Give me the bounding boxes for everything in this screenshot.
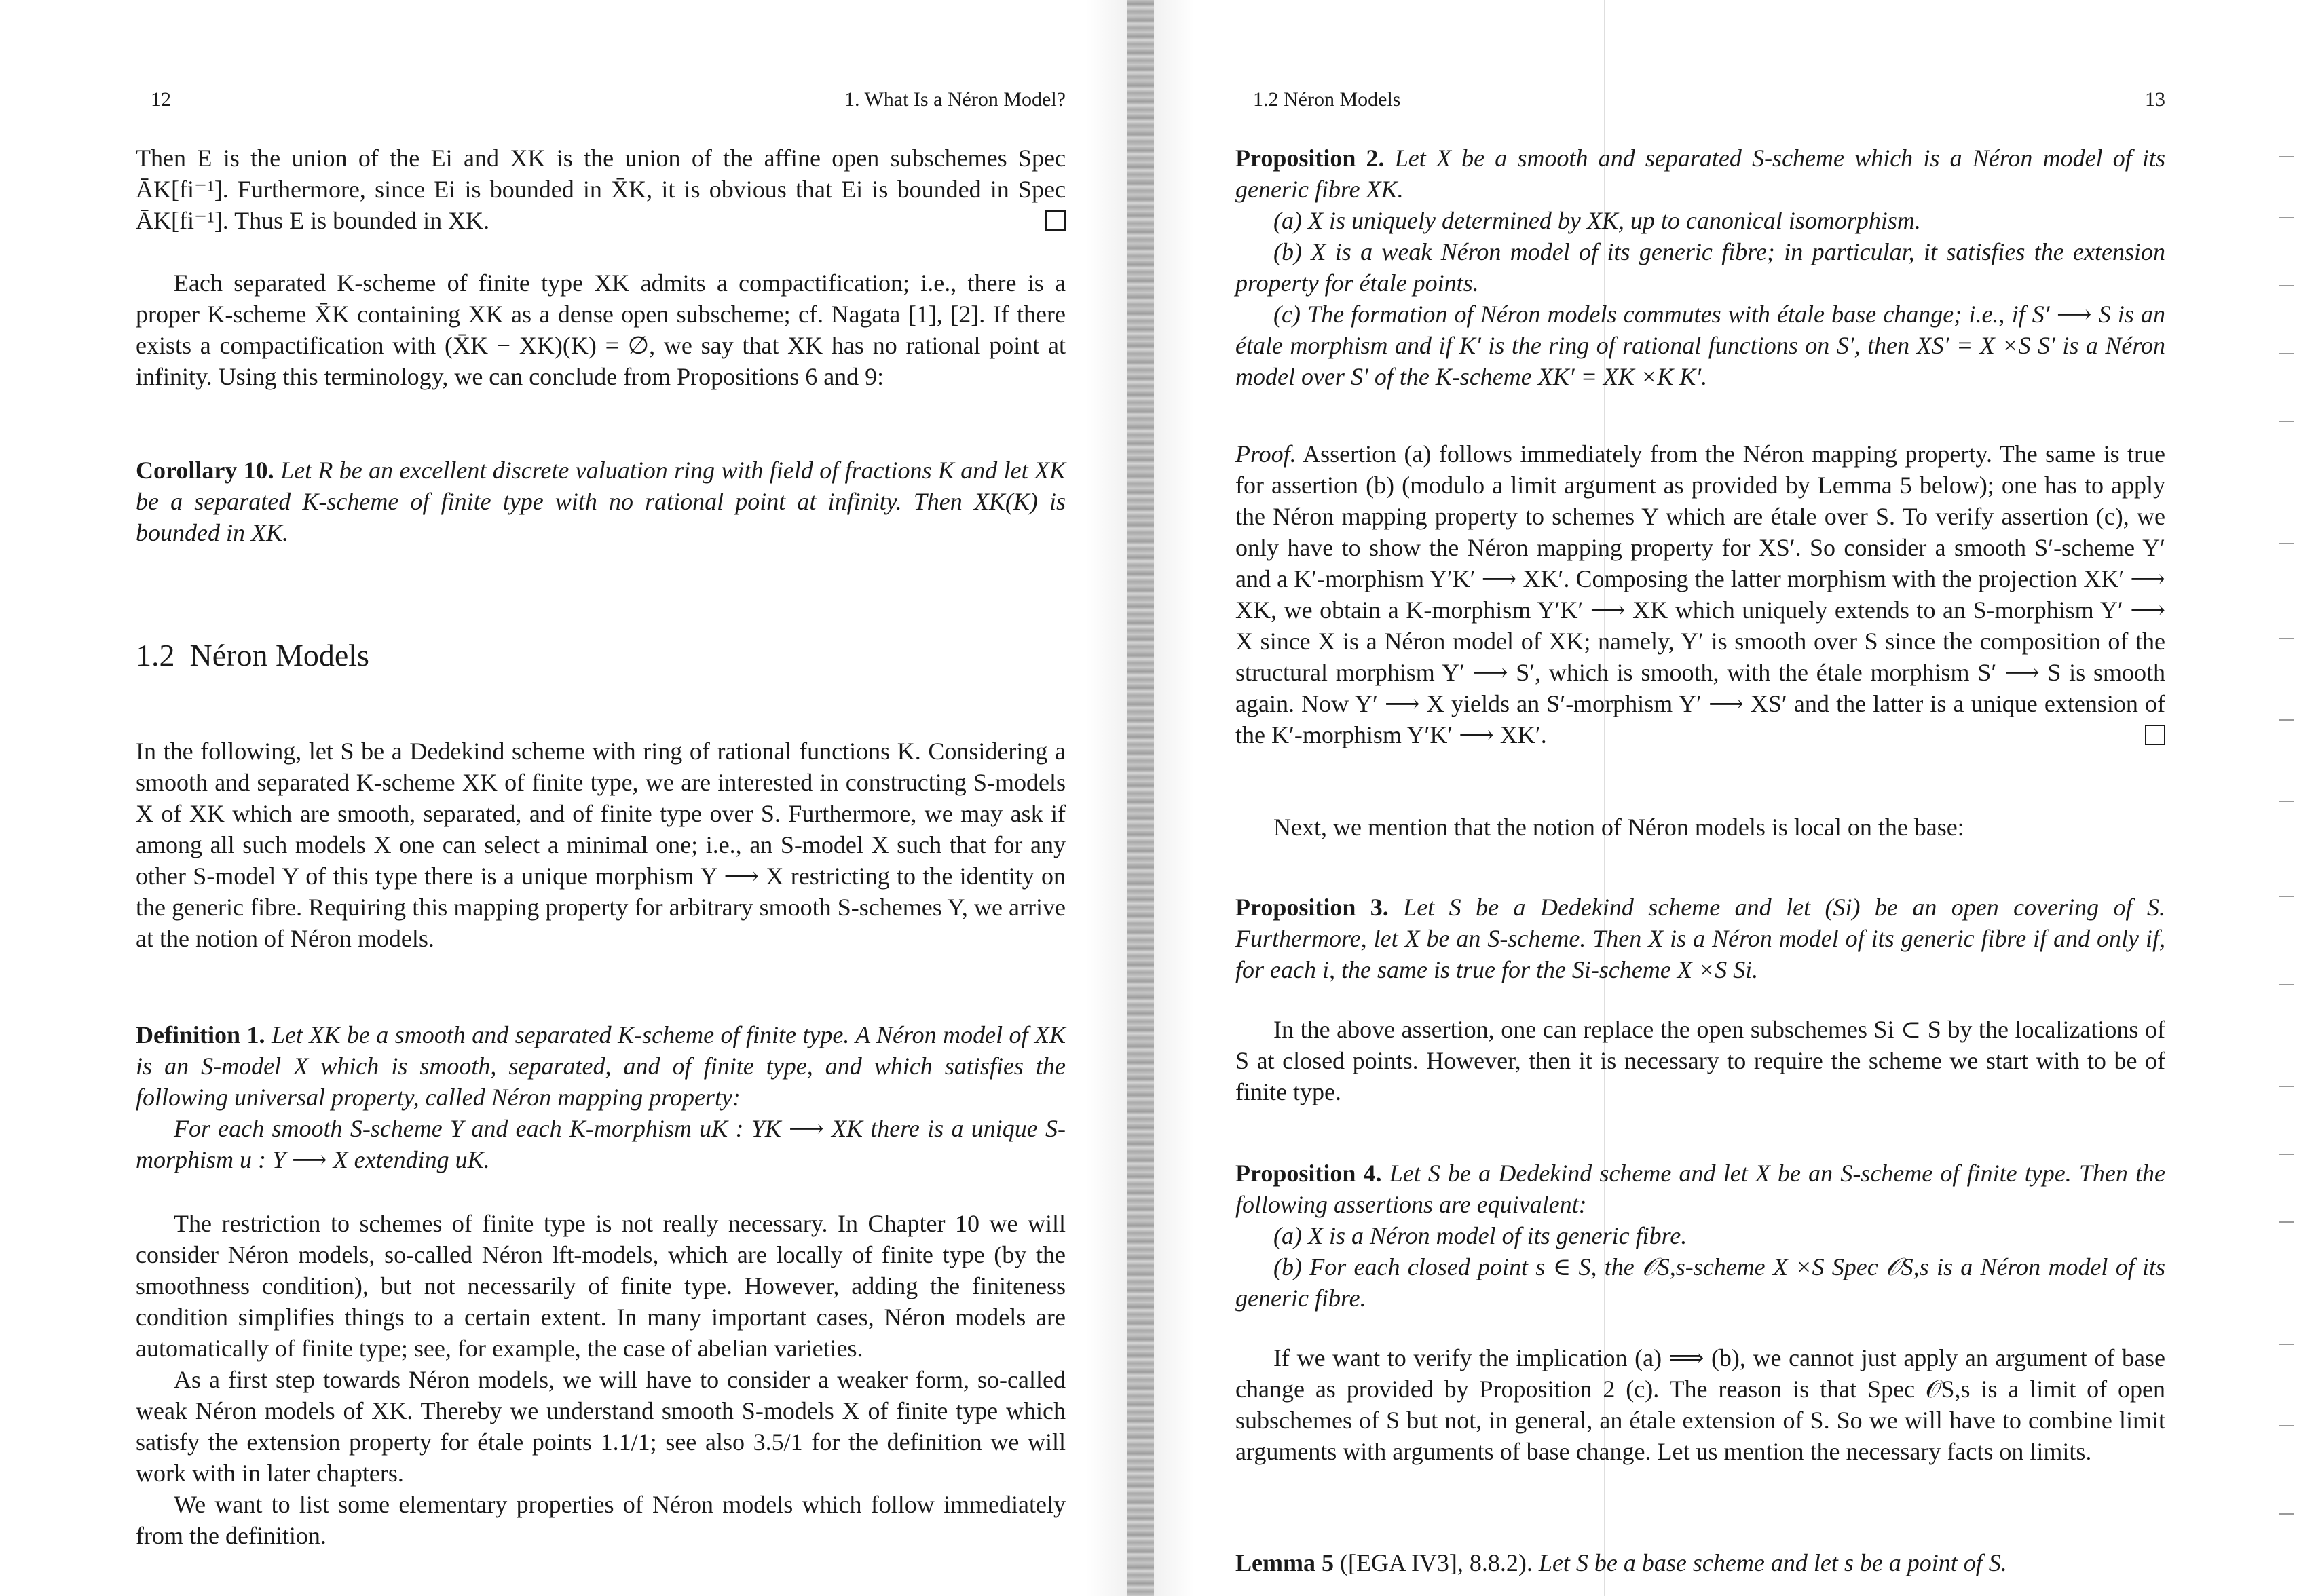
proposition-text: Let X be a smooth and separated S-scheme which is a Néron model of its generic fibre XK. bbox=[1235, 145, 2165, 203]
paragraph-text: In the following, let S be a Dedekind scheme with ring of rational functions K. Considering a smooth and separated K-scheme XK of finite type, we are interested in constructing S-models X of XK which are smooth, separated, and of finite type over S. Furthermore, we may ask if among all such models X one can select a minimal one; i.e., an S-model X such that for any other S-model Y of this type there is a unique morphism Y ⟶ X restricting to the identity on the generic fibre. Requiring this mapping property for arbitrary smooth S-schemes Y, we arrive at the notion of Néron models. bbox=[136, 738, 1066, 952]
proposition-item-a: (a) X is a Néron model of its generic fibre. bbox=[1273, 1222, 1687, 1249]
lemma-label: Lemma 5 bbox=[1235, 1549, 1334, 1576]
right-page bbox=[1235, 0, 2165, 1596]
paragraph-local-on-base bbox=[1235, 812, 2165, 843]
lemma-reference: ([EGA IV3], 8.8.2). bbox=[1339, 1549, 1533, 1576]
paragraph-finite-type-remark bbox=[136, 1208, 1066, 1551]
page-edge-marks bbox=[2270, 0, 2297, 1596]
paragraph-weak-neron: As a first step towards Néron models, we will have to consider a weaker form, so-called weak Néron models of XK. Thereby we understand smooth S-models X of finite type which satisfy the extension property for étale points 1.1/1; see also 3.5/1 for the definition we will work with in later chapters. bbox=[136, 1366, 1066, 1487]
paragraph-text: If we want to verify the implication (a) ⟹ (b), we cannot just apply an argument of base change as provided by Proposition 2 (c). The reason is that Spec 𝒪S,s is a limit of open subschemes of S but not, in general, an étale extension of S. So we will have to combine limit arguments with arguments of base change. Let us mention the necessary facts on limits. bbox=[1235, 1344, 2165, 1465]
chapter-running-title: 1. What Is a Néron Model? bbox=[844, 88, 1066, 111]
proposition-text: Let S be a Dedekind scheme and let (Si) be an open covering of S. Furthermore, let X be an S-scheme. Then X is a Néron model of its generic fibre if and only if, for each i, the same is true for the Si-scheme X ×S Si. bbox=[1235, 894, 2165, 983]
proof-proposition-2 bbox=[1235, 438, 2165, 750]
left-page bbox=[136, 0, 1066, 1596]
lemma-5 bbox=[1235, 1547, 2165, 1578]
definition-1 bbox=[136, 1019, 1066, 1175]
proposition-item-b: (b) For each closed point s ∈ S, the 𝒪S,s-scheme X ×S Spec 𝒪S,s is a Néron model of its generic fibre. bbox=[1235, 1253, 2165, 1312]
lemma-text: Let S be a base scheme and let s be a point of S. bbox=[1538, 1549, 2007, 1576]
paragraph-text: Next, we mention that the notion of Néron models is local on the base: bbox=[1273, 814, 1964, 841]
section-heading bbox=[136, 636, 384, 674]
page-number: 12 bbox=[151, 88, 171, 111]
corollary-10 bbox=[136, 455, 1066, 548]
definition-property: For each smooth S-scheme Y and each K-morphism uK : YK ⟶ XK there is a unique S-morphism u : Y ⟶ X extending uK. bbox=[136, 1115, 1066, 1173]
paragraph-introduction bbox=[136, 736, 1066, 954]
paragraph-compact-union bbox=[136, 142, 1066, 236]
proposition-2 bbox=[1235, 142, 2165, 392]
proposition-label: Proposition 4. bbox=[1235, 1160, 1382, 1187]
proposition-text: Let S be a Dedekind scheme and let X be an S-scheme of finite type. Then the following assertions are equivalent: bbox=[1235, 1160, 2165, 1218]
section-title: Néron Models bbox=[189, 638, 369, 672]
paragraph-elementary-properties: We want to list some elementary properties of Néron models which follow immediately from the definition. bbox=[136, 1491, 1066, 1549]
paragraph-text: The restriction to schemes of finite type is not really necessary. In Chapter 10 we will consider Néron models, so-called Néron lft-models, which are locally of finite type (by the smoothness condition), but not necessarily of finite type. However, adding the finiteness condition simplifies things to a certain extent. In many important cases, Néron models are automatically of finite type; see, for example, the case of abelian varieties. bbox=[136, 1210, 1066, 1362]
proposition-item-b: (b) X is a weak Néron model of its generic fibre; in particular, it satisfies the extension property for étale points. bbox=[1235, 238, 2165, 297]
left-running-head bbox=[136, 88, 1066, 115]
proposition-4 bbox=[1235, 1158, 2165, 1314]
proposition-3 bbox=[1235, 892, 2165, 985]
book-spine-gutter bbox=[1127, 0, 1154, 1596]
section-number: 1.2 bbox=[136, 638, 175, 672]
page-number: 13 bbox=[2145, 88, 2165, 111]
definition-text: Let XK be a smooth and separated K-scheme of finite type. A Néron model of XK is an S-model X which is smooth, separated, and of finite type, and which satisfies the following universal property, called Néron mapping property: bbox=[136, 1021, 1066, 1111]
qed-square-icon bbox=[1045, 210, 1066, 231]
proposition-item-c: (c) The formation of Néron models commutes with étale base change; i.e., if S′ ⟶ S is an étale morphism and if K′ is the ring of rational functions on S′, then XS′ = X ×S S′ is a Néron model over S′ of the K-scheme XK′ = XK ×K K′. bbox=[1235, 301, 2165, 390]
proof-text: Assertion (a) follows immediately from the Néron mapping property. The same is true for assertion (b) (modulo a limit argument as provided by Lemma 5 below); one has to apply the Néron mapping property to schemes Y which are étale over S. To verify assertion (c), we only have to show the Néron mapping property for XS′. So consider a smooth S′-scheme Y′ and a K′-morphism Y′K′ ⟶ XK′. Composing the latter morphism with the projection XK′ ⟶ XK, we obtain a K-morphism Y′K′ ⟶ XK which uniquely extends to an S-morphism Y′ ⟶ X since X is a Néron model of XK; namely, Y′ is smooth over S since the composition of the structural morphism Y′ ⟶ S′, which is smooth, with the étale morphism S′ ⟶ S is smooth again. Now Y′ ⟶ X yields an S′-morphism Y′ ⟶ XS′ and the latter is a unique extension of the K′-morphism Y′K′ ⟶ XK′. bbox=[1235, 440, 2166, 748]
paragraph-closed-points bbox=[1235, 1014, 2165, 1107]
section-running-title: 1.2 Néron Models bbox=[1253, 88, 1401, 111]
paragraph-text: In the above assertion, one can replace the open subschemes Si ⊂ S by the localizations of S at closed points. However, then it is necessary to require the scheme we start with to be of finite type. bbox=[1235, 1016, 2165, 1105]
proposition-label: Proposition 3. bbox=[1235, 894, 1389, 921]
proposition-item-a: (a) X is uniquely determined by XK, up to canonical isomorphism. bbox=[1273, 207, 1921, 234]
corollary-label: Corollary 10. bbox=[136, 457, 274, 484]
proposition-label: Proposition 2. bbox=[1235, 145, 1385, 172]
right-running-head bbox=[1235, 88, 2165, 115]
paragraph-text: Each separated K-scheme of finite type XK admits a compactification; i.e., there is a proper K-scheme X̄K containing XK as a dense open subscheme; cf. Nagata [1], [2]. If there exists a compactification with (X̄K − XK)(K) = ∅, we say that XK has no rational point at infinity. Using this terminology, we can conclude from Propositions 6 and 9: bbox=[136, 269, 1066, 390]
qed-square-icon bbox=[2145, 725, 2165, 745]
corollary-text: Let R be an excellent discrete valuation ring with field of fractions K and let XK be a separated K-scheme of finite type with no rational point at infinity. Then XK(K) is bounded in XK. bbox=[136, 457, 1066, 546]
proof-label: Proof. bbox=[1235, 440, 1296, 468]
definition-label: Definition 1. bbox=[136, 1021, 265, 1048]
paragraph-compactification bbox=[136, 267, 1066, 392]
paragraph-text: Then E is the union of the Ei and XK is the union of the affine open subschemes Spec ĀK[fi⁻¹]. Furthermore, since Ei is bounded in X̄K, it is obvious that Ei is bounded in Spec ĀK[fi⁻¹]. Thus E is bounded in XK. bbox=[136, 145, 1066, 234]
paragraph-implication bbox=[1235, 1342, 2165, 1467]
